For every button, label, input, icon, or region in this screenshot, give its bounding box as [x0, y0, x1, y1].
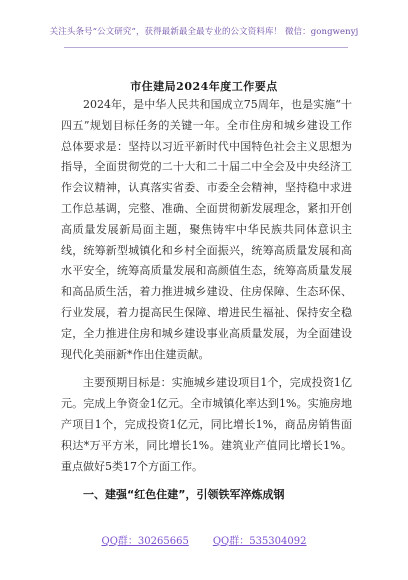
footer: [0, 532, 408, 547]
paragraph-targets: 主要预期目标是：实施城乡建设项目1个，完成投资1亿元。完成上争资金1亿元。全市城镇化率达到1%。实施房地产项目1个，完成投资1亿元，同比增长1%，商品房销售面积达*万平方米，同比增长1%。建筑业产值同比增长1%。重点做好5类17个方面工作。: [61, 376, 352, 473]
footer-qq-group-1[interactable]: QQ群：30265665: [101, 536, 189, 547]
footer-qq-group-2[interactable]: QQ群：535304092: [212, 536, 307, 547]
top-banner: 关注头条号“公文研究”，获得最新最全最专业的公文资料库！ 微信：gongwenyj: [49, 27, 359, 37]
paragraph-overview: 2024年，是中华人民共和国成立75周年，也是实施“十四五”规划目标任务的关键一年。全市住房和城乡建设工作总体要求是：坚持以习近平新时代中国特色社会主义思想为指导，全面贯彻党的二十大和二十届二中全会及中央经济工作会议精神，认真落实省委、市委全会精神，坚持稳中求进工作总基调，完整、准确、全面贯彻新发展理念，紧扣开创高质量发展新局面主题，聚焦铸牢中华民族共同体意识主线，统筹新型城镇化和乡村全面振兴，统筹高质量发展和高水平安全，统筹高质量发展和高颜值生态，统筹高质量发展和高品质生活，着力推进城乡建设、住房保障、生态环保、行业发展，着力提高民生保障、增进民生福祉、保持安全稳定，全力推进住房和城乡建设事业高质量发展，为全面建设现代化美丽新*作出住建贡献。: [61, 98, 352, 361]
section-heading: 一、建强“红色住建”，引领铁军淬炼成钢: [83, 488, 285, 502]
document-title: 市住建局2024年度工作要点: [130, 80, 278, 93]
document-body: [61, 95, 352, 506]
header-divider: [64, 47, 348, 48]
